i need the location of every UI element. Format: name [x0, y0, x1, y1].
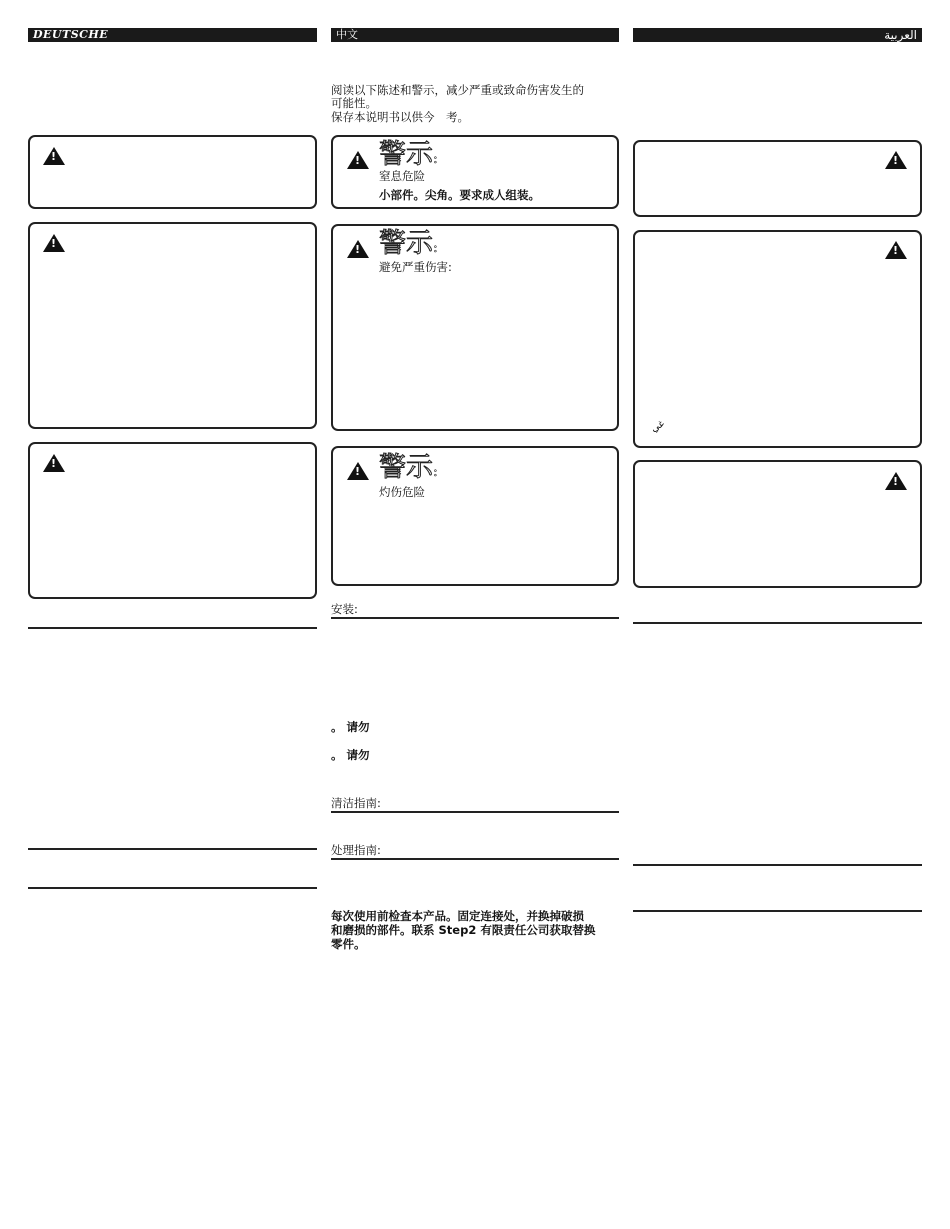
install-rule	[331, 617, 619, 619]
bullet-item-1: 。 请勿	[331, 720, 370, 734]
cleaning-rule	[331, 811, 619, 813]
chinese-warning-box-3	[331, 446, 619, 586]
german-section-rule-2	[28, 848, 317, 850]
arabic-section-rule-3	[633, 910, 922, 912]
warning-title-colon: :	[433, 240, 438, 256]
warning-title	[379, 230, 438, 262]
bullet-item-2: 。 请勿	[331, 748, 370, 762]
chinese-warning-box-2	[331, 224, 619, 431]
chinese-warning-box-1	[331, 135, 619, 209]
german-column	[28, 28, 317, 42]
german-warning-box-1	[28, 135, 317, 209]
german-section-rule-3	[28, 887, 317, 889]
warning-title-text: 警示	[379, 452, 433, 483]
arabic-stray-text: غي	[649, 418, 667, 435]
chinese-column	[331, 28, 619, 42]
inspection-line-2: 和磨损的部件。联系 Step2 有限责任公司获取替换	[331, 923, 596, 937]
warning-title	[379, 454, 438, 486]
warning-subtitle: 窒息危险	[379, 169, 425, 183]
warning-title-text: 警示	[379, 139, 433, 170]
section-heading-cleaning: 清洁指南:	[331, 796, 381, 810]
warning-triangle-icon	[347, 462, 369, 480]
warning-triangle-icon	[347, 151, 369, 169]
section-heading-disposal: 处理指南:	[331, 843, 381, 857]
inspection-line-1: 每次使用前检查本产品。固定连接处，并换掉破损	[331, 909, 584, 923]
arabic-warning-box-2	[633, 230, 922, 448]
chinese-header: 中文	[331, 28, 619, 42]
arabic-column	[633, 28, 922, 42]
chinese-intro-line-1: 阅读以下陈述和警示，减少严重或致命伤害发生的	[331, 83, 584, 97]
arabic-header: العربية	[633, 28, 922, 42]
warning-title-text: 警示	[379, 228, 433, 259]
warning-subtitle: 灼伤危险	[379, 485, 425, 499]
german-section-rule-1	[28, 627, 317, 629]
german-warning-box-2	[28, 222, 317, 429]
chinese-intro-line-2: 可能性。	[331, 96, 377, 110]
warning-triangle-icon	[885, 472, 907, 490]
warning-title-colon: :	[433, 151, 438, 167]
arabic-warning-box-1	[633, 140, 922, 217]
arabic-warning-box-3	[633, 460, 922, 588]
warning-body: 小部件。尖角。要求成人组装。	[379, 188, 540, 202]
inspection-line-3: 零件。	[331, 937, 366, 951]
warning-triangle-icon	[43, 234, 65, 252]
arabic-section-rule-2	[633, 864, 922, 866]
warning-triangle-icon	[885, 151, 907, 169]
warning-triangle-icon	[885, 241, 907, 259]
german-warning-box-3	[28, 442, 317, 599]
chinese-intro-line-3: 保存本说明书以供今 考。	[331, 110, 469, 124]
warning-triangle-icon	[347, 240, 369, 258]
warning-triangle-icon	[43, 454, 65, 472]
disposal-rule	[331, 858, 619, 860]
warning-title-colon: :	[433, 464, 438, 480]
warning-triangle-icon	[43, 147, 65, 165]
arabic-section-rule-1	[633, 622, 922, 624]
warning-subtitle: 避免严重伤害:	[379, 260, 452, 274]
german-header: DEUTSCHE	[28, 28, 317, 42]
section-heading-install: 安装:	[331, 602, 358, 616]
